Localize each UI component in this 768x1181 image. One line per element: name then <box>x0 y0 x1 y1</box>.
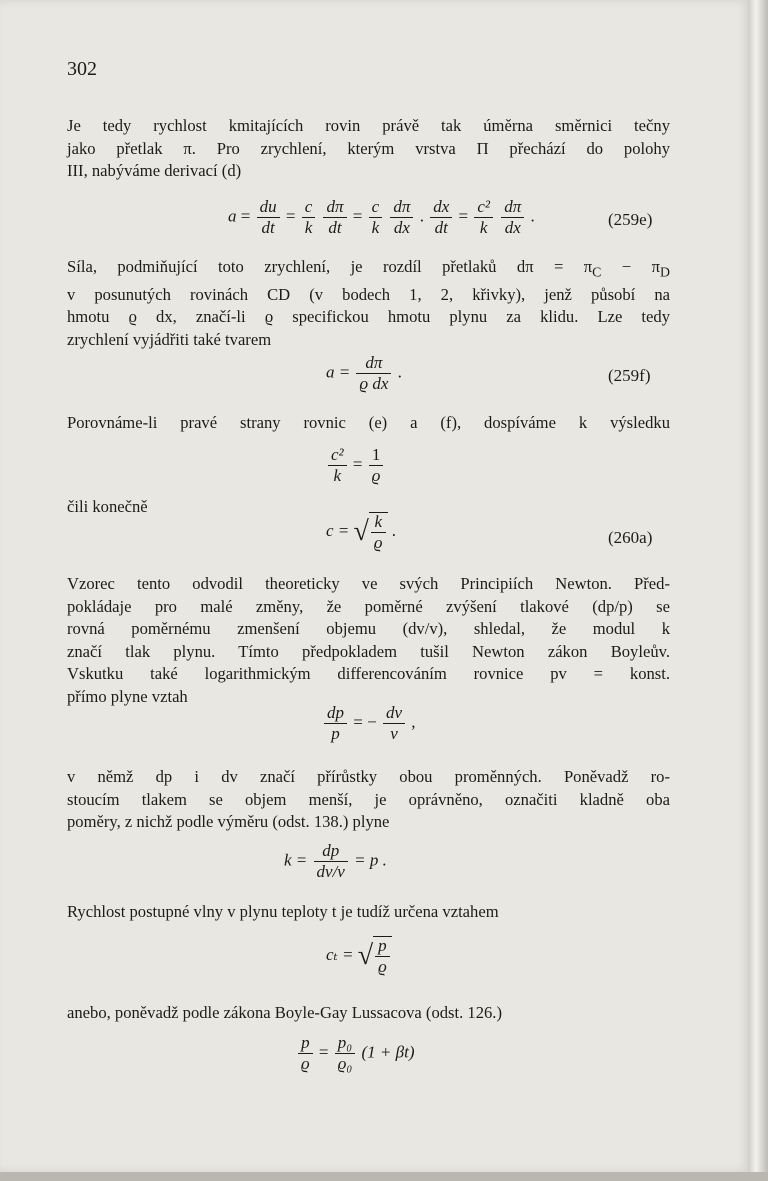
equation-259e: a = $\frac{du}{dt}$ = $\frac{c}{k}$ $\frac{d\pi}{dt}$ = $\frac{c}{k}$ $\frac{d\pi}{dx}$ . $\frac{dx}{dt}$ = $\frac{\text{c²}}{k}$ $\frac{d\pi}{dx}$ . <box>228 197 535 237</box>
page-bottom-edge <box>0 1172 768 1181</box>
text-line: v posunutých rovinách CD (v bodech 1, 2, křivky), jenž působí na <box>67 284 670 304</box>
equation-boyle-gay-lussac: $\frac{p}{ϱ}$ = $\frac{\text{p₀}}{\text{ϱ₀}}$ (1 + βt) <box>296 1034 415 1073</box>
text-line: v němž dp i dv značí přírůstky obou proměnných. Poněvadž ro- <box>67 767 670 786</box>
equation-ct: cₜ = √ $\frac{p}{ϱ}$ <box>326 936 392 976</box>
text-line: Je tedy rychlost kmitajících rovin právě tak úměrna směrnici tečny <box>67 116 670 135</box>
paragraph-2 <box>67 256 670 351</box>
text-line: anebo, poněvadž podle zákona Boyle-Gay Lussacova (odst. 126.) <box>67 1003 502 1022</box>
equation-number: (260a) <box>608 528 653 547</box>
text-line: III, nabýváme derivací (d) <box>67 161 242 180</box>
text-line: stoucím tlakem se objem menší, je oprávněno, označiti kladně oba <box>67 789 670 809</box>
book-spine <box>748 0 768 1181</box>
text-line: přímo plyne vztah <box>67 686 188 706</box>
equation-260a: c = √ $\frac{k}{ϱ}$ . <box>326 512 397 552</box>
equation-c2k: $\frac{\text{c²}}{k}$ = $\frac{1}{ϱ}$ <box>326 446 385 485</box>
text-line: Síla, podmiňující toto zrychlení, je rozdíl přetlaků $d\pi = \pi_C - \pi_D$ <box>67 257 670 280</box>
text-line: hmotu ϱ dx, značí-li ϱ specifickou hmotu plynu za klidu. Lze tedy <box>67 307 670 327</box>
text-line: pokládaje pro malé změny, že poměrné zvýšení tlakové (dp/p) se <box>67 596 670 616</box>
text-line: čili konečně <box>67 497 148 516</box>
text-line: Porovnáme-li pravé strany rovnic (e) a (f), dospíváme k výsledku <box>67 413 670 432</box>
text-line: jako přetlak π. Pro zrychlení, kterým vrstva Π přechází do polohy <box>67 138 670 158</box>
paragraph-7 <box>67 1002 670 1025</box>
text-line: značí tlak plynu. Tímto předpokladem tušil Newton zákon Boyleův. <box>67 641 670 661</box>
equation-k: k = $\frac{dp}{dv/v}$ = p . <box>284 841 387 881</box>
paragraph-5 <box>67 766 670 834</box>
paragraph-6 <box>67 901 670 924</box>
text-line: Vzorec tento odvodil theoreticky ve svých Principiích Newton. Před- <box>67 574 670 593</box>
paragraph-3 <box>67 412 670 435</box>
text-line: Rychlost postupné vlny v plynu teploty t je tudíž určena vztahem <box>67 902 499 921</box>
text-line: zrychlení vyjádřiti také tvarem <box>67 329 272 349</box>
paragraph-4 <box>67 573 670 708</box>
equation-number: (259e) <box>608 210 653 229</box>
equation-dp-dv: $\frac{dp}{p}$ = − $\frac{dv}{v}$ , <box>322 704 415 743</box>
text-line: poměry, z nichž podle výměru (odst. 138.) plyne <box>67 812 390 831</box>
text-line: rovná poměrnému zmenšení objemu (dv/v), shledal, že modul k <box>67 619 670 638</box>
text-line: Vskutku také logarithmickým differencováním rovnice pv = konst. <box>67 664 670 683</box>
equation-259f: a = $\frac{d\pi}{\text{ϱ dx}}$ . <box>326 353 402 393</box>
page-number: 302 <box>67 58 97 80</box>
paragraph-1 <box>67 115 670 183</box>
equation-number: (259f) <box>608 366 651 385</box>
